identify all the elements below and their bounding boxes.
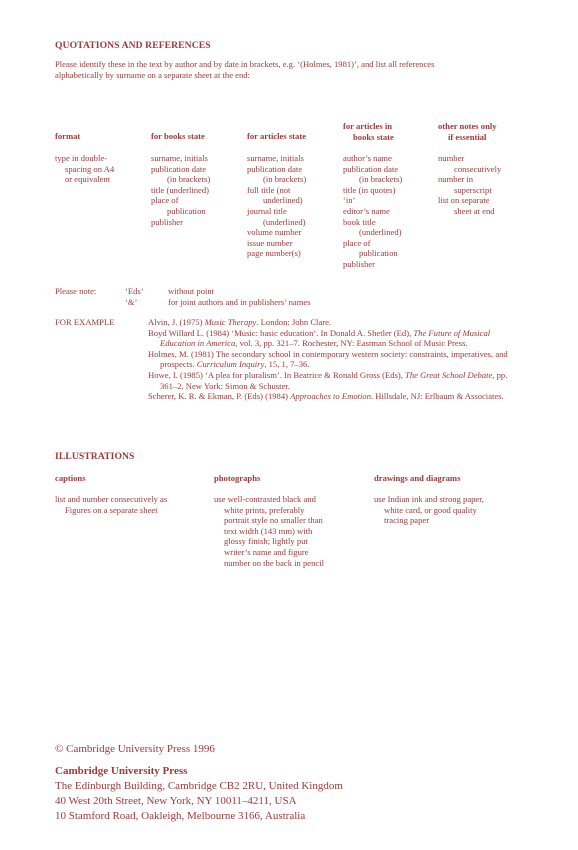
table-cell-line: journal title bbox=[247, 205, 287, 216]
illustrations-cell-line: number on the back in pencil bbox=[224, 557, 324, 568]
table-column-head bbox=[343, 121, 394, 142]
note-value: for joint authors and in publishers’ names bbox=[168, 296, 311, 307]
reference-title: The Great School Debate bbox=[405, 369, 493, 380]
reference-title: Approaches to Emotion bbox=[290, 391, 371, 402]
illustrations-cell-line: white prints, preferably bbox=[224, 504, 305, 515]
table-column-body bbox=[438, 153, 501, 217]
publisher-address-3: 10 Stamford Road, Oakleigh, Melbourne 3166, Australia bbox=[55, 810, 306, 822]
illustrations-cell-line: tracing paper bbox=[384, 515, 430, 526]
table-column-head-line: for articles in bbox=[343, 121, 393, 131]
illustrations-cell-line: use Indian ink and strong paper, bbox=[374, 494, 484, 504]
reference-entry bbox=[148, 328, 520, 349]
quotations-intro-line-1: Please identify these in the text by author and by date in brackets, e.g. ‘(Holmes, 1981)’, and list all references bbox=[55, 59, 435, 69]
table-cell-line: (in brackets) bbox=[167, 174, 211, 185]
reference-entry bbox=[148, 349, 520, 370]
table-cell-line: ‘in’ bbox=[343, 195, 356, 206]
table-column-head-line: if essential bbox=[448, 131, 487, 142]
table-cell-line: or equivalent bbox=[65, 174, 111, 185]
table-cell-line: title (underlined) bbox=[151, 184, 209, 195]
reference-text: , vol. 3, pp. 321–7. Rochester, NY: Eastman School of Music Press. bbox=[235, 338, 468, 349]
reference-text: Boyd Willard L. (1984) ‘Music: basic education’. In Donald A. Shetler (Ed), bbox=[148, 327, 414, 338]
table-cell-line: publication bbox=[167, 205, 206, 216]
publisher-address-2: 40 West 20th Street, New York, NY 10011–4211, USA bbox=[55, 795, 297, 807]
note-value: without point bbox=[168, 286, 215, 296]
for-example-label: FOR EXAMPLE bbox=[55, 317, 115, 327]
copyright-line: © Cambridge University Press 1996 bbox=[55, 743, 215, 755]
quotations-heading: QUOTATIONS AND REFERENCES bbox=[55, 40, 211, 51]
table-column-body bbox=[55, 153, 114, 185]
table-column-body bbox=[247, 153, 306, 259]
illustrations-cell-line: list and number consecutively as bbox=[55, 494, 168, 504]
table-cell-line: issue number bbox=[247, 237, 293, 248]
table-cell-line: editor’s name bbox=[343, 205, 390, 216]
reference-text: Scherer, K. R. & Ekman, P. (Eds) (1984) bbox=[148, 391, 291, 402]
quotations-intro bbox=[55, 59, 535, 80]
table-cell-line: book title bbox=[343, 216, 376, 227]
table-cell-line: volume number bbox=[247, 227, 302, 238]
table-column-head bbox=[151, 131, 205, 142]
table-cell-line: page number(s) bbox=[247, 248, 301, 259]
table-column-body bbox=[343, 153, 402, 270]
table-cell-line: superscript bbox=[454, 184, 492, 195]
table-cell-line: full title (not bbox=[247, 184, 291, 195]
illustrations-column-body bbox=[214, 494, 324, 568]
reference-entry bbox=[148, 370, 520, 391]
publisher-address-1: The Edinburgh Building, Cambridge CB2 2RU, United Kingdom bbox=[55, 780, 343, 792]
illustrations-cell-line: Figures on a separate sheet bbox=[65, 504, 158, 515]
table-column-head bbox=[55, 131, 80, 142]
illustrations-cell-line: text width (143 mm) with bbox=[224, 525, 313, 536]
illustrations-heading: ILLUSTRATIONS bbox=[55, 451, 135, 462]
table-column-head-line: books state bbox=[353, 131, 394, 142]
illustrations-cell-line: glossy finish; lightly put bbox=[224, 536, 308, 547]
reference-entry bbox=[148, 317, 520, 328]
table-cell-line: number bbox=[438, 153, 465, 163]
table-cell-line: publication date bbox=[151, 163, 207, 174]
table-cell-line: author’s name bbox=[343, 153, 392, 163]
reference-text: . Hillsdale, NJ: Erlbaum & Associates. bbox=[371, 391, 504, 402]
table-cell-line: publication date bbox=[343, 163, 399, 174]
table-cell-line: publisher bbox=[151, 216, 183, 227]
table-cell-line: place of bbox=[343, 237, 371, 248]
table-cell-line: (in brackets) bbox=[263, 174, 307, 185]
reference-title: Music Therapy bbox=[204, 317, 257, 327]
table-cell-line: number in bbox=[438, 174, 474, 185]
reference-text: Howe, I. (1985) ‘A plea for pluralism’. In Beatrice & Ronald Gross (Eds), bbox=[148, 369, 406, 380]
table-cell-line: publication bbox=[359, 248, 398, 259]
table-cell-line: sheet at end bbox=[454, 205, 495, 216]
publisher-name: Cambridge University Press bbox=[55, 765, 188, 777]
illustrations-cell-line: writer’s name and figure bbox=[224, 546, 309, 557]
reference-text: Alvin, J. (1975) bbox=[148, 317, 205, 327]
table-cell-line: (underlined) bbox=[263, 216, 306, 227]
table-cell-line: underlined) bbox=[263, 195, 303, 206]
reference-title: Curriculum Inquiry bbox=[196, 359, 265, 370]
table-column-head-line: format bbox=[55, 131, 81, 141]
illustrations-cell-line: white card, or good quality bbox=[384, 504, 477, 515]
table-cell-line: spacing on A4 bbox=[65, 163, 115, 174]
illustrations-cell-line: portrait style no smaller than bbox=[224, 515, 323, 526]
table-column-head-line: for books state bbox=[151, 131, 205, 141]
table-cell-line: (underlined) bbox=[359, 227, 402, 238]
illustrations-cell-line: use well-contrasted black and bbox=[214, 494, 316, 504]
table-cell-line: (in brackets) bbox=[359, 174, 403, 185]
reference-example-list bbox=[148, 317, 520, 402]
table-cell-line: place of bbox=[151, 195, 179, 206]
please-note-label: Please note: bbox=[55, 286, 97, 296]
table-cell-line: list on separate bbox=[438, 195, 490, 206]
table-column-head-line: other notes only bbox=[438, 121, 497, 131]
reference-text: Holmes, M. (1981) The secondary school in contemporary western society: constraints, imperatives, and prospects. bbox=[148, 348, 508, 370]
table-cell-line: consecutively bbox=[454, 163, 502, 174]
illustrations-column-head: photographs bbox=[214, 473, 261, 483]
illustrations-column-body bbox=[55, 494, 167, 515]
table-cell-line: type in double- bbox=[55, 153, 108, 163]
table-cell-line: surname, initials bbox=[247, 153, 304, 163]
reference-text: , 15, 1, 7–36. bbox=[264, 359, 310, 370]
quotations-intro-line-2: alphabetically by surname on a separate sheet at the end: bbox=[55, 69, 250, 80]
table-cell-line: publisher bbox=[343, 258, 375, 269]
table-column-head-line: for articles state bbox=[247, 131, 307, 141]
table-column-body bbox=[151, 153, 210, 227]
table-column-head bbox=[247, 131, 306, 142]
illustrations-column-head: drawings and diagrams bbox=[374, 473, 461, 483]
note-key: ‘Eds’ bbox=[125, 286, 144, 296]
illustrations-column-head: captions bbox=[55, 473, 86, 483]
table-cell-line: title (in quotes) bbox=[343, 184, 396, 195]
table-column-head bbox=[438, 121, 497, 142]
reference-entry bbox=[148, 391, 520, 402]
reference-text: , pp. 361–2. New York: Simon & Schuster. bbox=[160, 369, 508, 391]
reference-title: The Future of Musical Education in America bbox=[160, 327, 491, 349]
note-key: ‘&’ bbox=[125, 296, 138, 307]
table-cell-line: surname, initials bbox=[151, 153, 208, 163]
reference-text: . London: John Clare. bbox=[256, 317, 332, 327]
illustrations-column-body bbox=[374, 494, 484, 526]
table-cell-line: publication date bbox=[247, 163, 303, 174]
